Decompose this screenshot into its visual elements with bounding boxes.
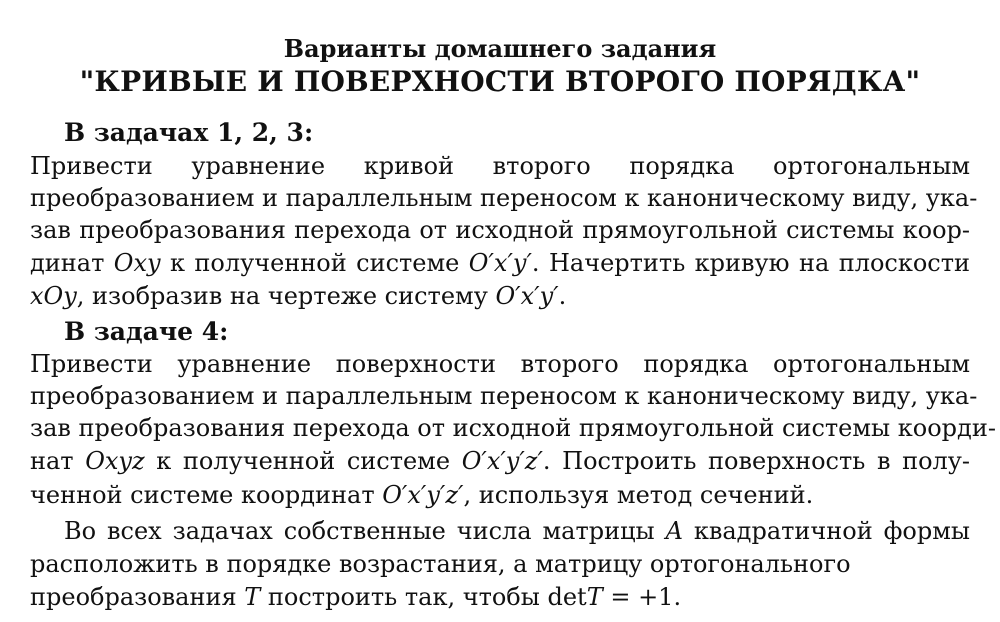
section-1-line-5 [30,280,970,312]
closing-line-2-text: расположить в порядке возрастания, а матрицу ортогонального [30,550,851,578]
closing-line-3-text-b: построить так, чтобы det [260,583,587,611]
closing-line-3-text-a: преобразования [30,583,245,611]
section-2-line-4-text-c: . Построить поверхность в полу- [542,447,970,475]
section-1-line-2-text: преобразованием и параллельным переносом к каноническому виду, ука- [30,184,978,212]
section-1-line-5-text-b: . [558,282,567,310]
section-1-line-4-math-primed-system: O′x′y′ [468,249,532,277]
section-1-heading: В задачах 1, 2, 3: [64,118,314,147]
section-1-line-4-text-c: . Начертить кривую на плоскости [531,249,971,277]
section-1-line-4-text-b: к полученной системе [160,249,469,277]
section-2-line-2-text: преобразованием и параллельным переносом к каноническому виду, ука- [30,382,978,410]
section-1-line-5-math-xoy: xOy [30,282,77,310]
section-2-line-4-text-b: к полученной системе [144,447,462,475]
closing-line-2 [30,548,970,580]
section-2-line-3 [30,412,996,444]
section-2-line-5-text-a: ченной системе координат [30,481,383,509]
section-1-line-3 [30,214,970,246]
closing-line-1-text-a: Во всех задачах собственные числа матрицы [64,517,666,545]
section-1-line-2 [30,182,978,214]
closing-line-3-math-t: T [244,583,261,611]
section-2-line-1-text: Привести уравнение поверхности второго порядка ортогональным [30,350,970,378]
section-1-line-3-text: зав преобразования перехода от исходной прямоугольной системы коор- [30,216,970,244]
closing-line-1-text-b: квадратичной формы [682,517,970,545]
section-2-line-5-math-primed-system: O′x′y′z′ [382,481,464,509]
document-title-line-2: "КРИВЫЕ И ПОВЕРХНОСТИ ВТОРОГО ПОРЯДКА" [79,65,921,98]
section-1-line-5-math-primed-system: O′x′y′ [495,282,559,310]
closing-line-1 [64,515,970,547]
section-2-line-4-math-oxyz: Oxyz [85,447,145,475]
section-2-line-4-text-a: нат [30,447,86,475]
closing-line-3 [30,581,970,613]
section-1-line-5-text-a: , изобразив на чертеже систему [76,282,496,310]
closing-line-1-math-a: A [665,517,683,545]
section-2-line-2 [30,380,978,412]
section-1-line-4-text-a: динат [30,249,114,277]
section-2-heading: В задаче 4: [64,317,229,346]
closing-line-3-text-c: = +1. [602,583,682,611]
section-1-line-4-math-oxy: Oxy [113,249,161,277]
document-title-line-1: Варианты домашнего задания [283,34,717,63]
section-2-line-5-text-b: , используя метод сечений. [463,481,814,509]
section-2-line-4-math-primed-system: O′x′y′z′ [461,447,543,475]
section-1-line-1-text: Привести уравнение кривой второго порядка ортогональным [30,152,970,180]
section-2-line-5 [30,479,970,511]
section-2-line-1 [30,348,970,380]
section-1-line-1 [30,150,970,182]
section-2-line-4 [30,445,970,477]
closing-line-3-math-t-det: T [586,583,603,611]
section-2-line-3-text: зав преобразования перехода от исходной прямоугольной системы коорди- [30,414,996,442]
section-1-line-4 [30,247,970,279]
